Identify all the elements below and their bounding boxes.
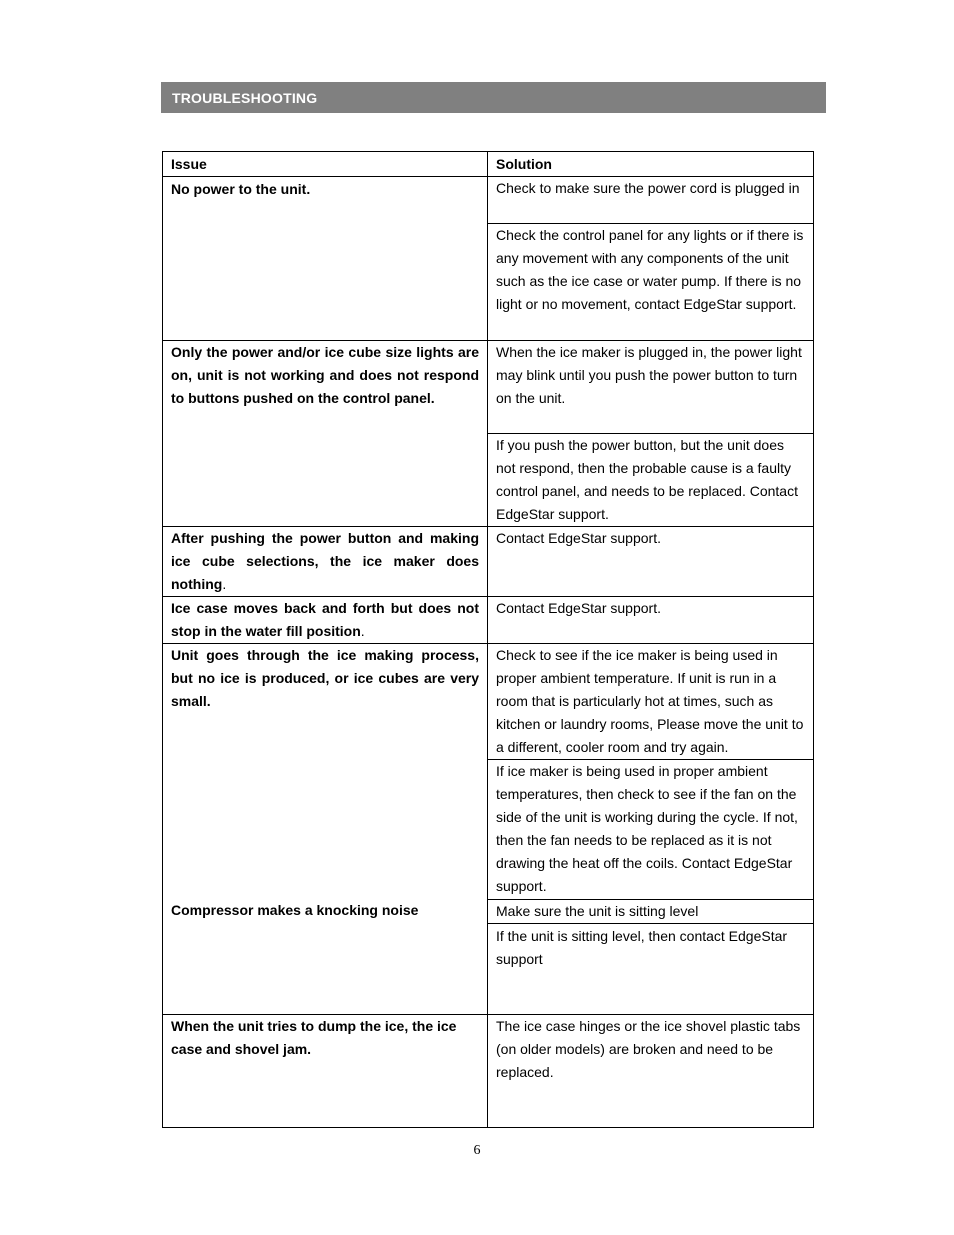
table-row: [163, 177, 814, 224]
table-row: [163, 341, 814, 434]
issue-cell: [163, 644, 488, 1015]
table-row: [163, 527, 814, 597]
solution-cell: If the unit is sitting level, then contact EdgeStar support: [488, 924, 814, 1015]
table-row: [163, 597, 814, 644]
table-row: [163, 1015, 814, 1128]
issue-text: Only the power and/or ice cube size lights are on, unit is not working and does not respond to buttons pushed on the control panel.: [171, 344, 479, 406]
issue-text: Unit goes through the ice making process, but no ice is produced, or ice cubes are very small.: [171, 647, 479, 709]
solution-cell: If ice maker is being used in proper ambient temperatures, then check to see if the fan on the side of the unit is working during the cycle. If not, then the fan needs to be replaced as it is not drawing the heat off the coils. Contact EdgeStar support.: [488, 760, 814, 900]
table-header-row: [163, 152, 814, 177]
issue-cell: [163, 177, 488, 341]
issue-cell: [163, 527, 488, 597]
page-number: 6: [473, 1143, 481, 1158]
solution-cell: Check to see if the ice maker is being used in proper ambient temperature. If unit is run in a room that is particularly hot at times, such as kitchen or laundry rooms, Please move the unit to a different, cooler room and try again.: [488, 644, 814, 760]
solution-cell: If you push the power button, but the unit does not respond, then the probable cause is a faulty control panel, and needs to be replaced. Contact EdgeStar support.: [488, 434, 814, 527]
solution-cell: Contact EdgeStar support.: [488, 597, 814, 644]
solution-cell: Check the control panel for any lights or if there is any movement with any components of the unit such as the ice case or water pump. If there is no light or no movement, contact EdgeStar support.: [488, 224, 814, 341]
solution-cell: Make sure the unit is sitting level: [488, 900, 814, 924]
section-header-bar: [161, 82, 826, 113]
solution-cell: Contact EdgeStar support.: [488, 527, 814, 597]
solution-cell: The ice case hinges or the ice shovel plastic tabs (on older models) are broken and need to be replaced.: [488, 1015, 814, 1128]
solution-cell: Check to make sure the power cord is plugged in: [488, 177, 814, 224]
solution-cell: When the ice maker is plugged in, the power light may blink until you push the power button to turn on the unit.: [488, 341, 814, 434]
issue-suffix: .: [360, 623, 365, 639]
issue-cell: [163, 1015, 488, 1128]
section-title: TROUBLESHOOTING: [172, 89, 318, 106]
issue-cell: [163, 341, 488, 527]
column-header-solution: Solution: [488, 152, 814, 177]
issue-text: When the unit tries to dump the ice, the ice case and shovel jam.: [171, 1018, 457, 1057]
issue-text: No power to the unit.: [171, 181, 311, 197]
issue-text: After pushing the power button and making ice cube selections, the ice maker does nothing: [171, 530, 479, 592]
table-row: [163, 644, 814, 760]
issue-suffix: .: [222, 576, 227, 592]
column-header-issue: Issue: [163, 152, 488, 177]
issue-text: Ice case moves back and forth but does not stop in the water fill position: [171, 600, 479, 639]
issue-cell: [163, 597, 488, 644]
troubleshooting-table: [162, 151, 814, 1128]
issue-extra-text: Compressor makes a knocking noise: [171, 902, 419, 918]
